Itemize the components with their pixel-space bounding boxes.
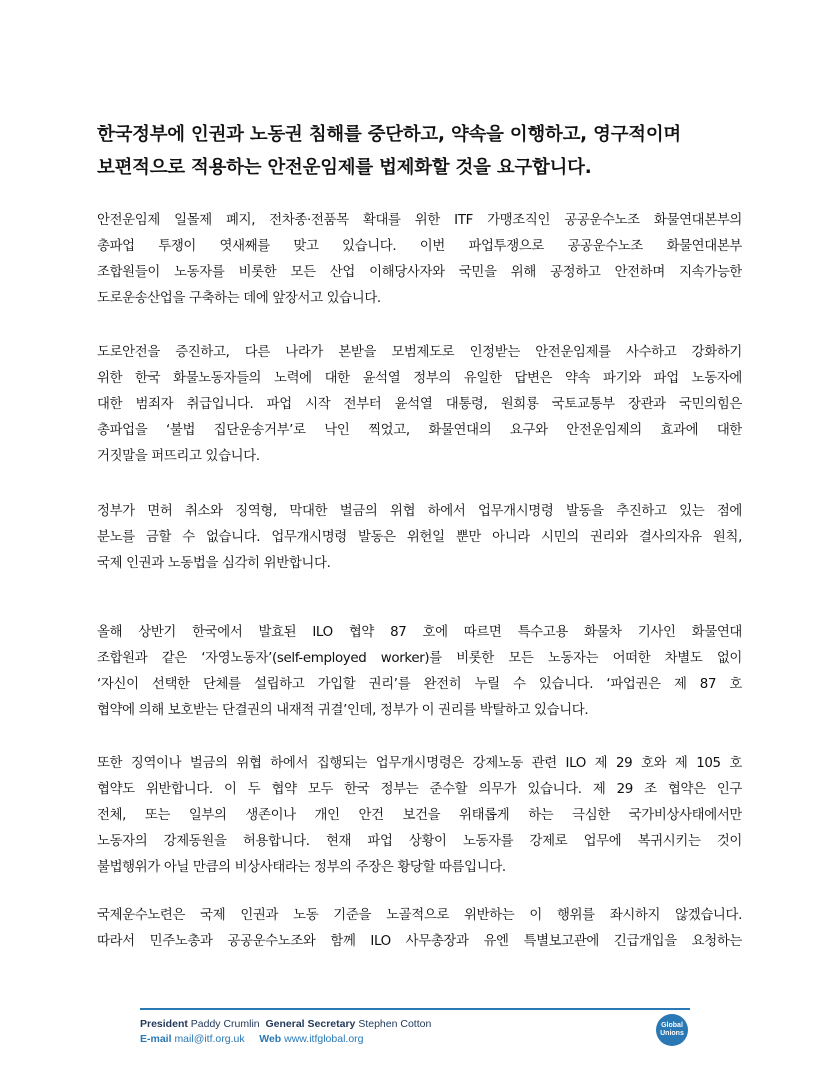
paragraph-line: 거짓말을 퍼뜨리고 있습니다.	[97, 449, 260, 464]
paragraph-line: 조합원들이 노동자를 비롯한 모든 산업 이해당사자와 국민을 위해 공정하고 안전하며 지속가능한	[97, 265, 742, 280]
paragraph-6	[97, 903, 742, 955]
title-line: 보편적으로 적용하는 안전운임제를 법제화할 것을 요구합니다.	[97, 157, 592, 178]
web-link[interactable]: www.itfglobal.org	[284, 1033, 364, 1045]
email-link[interactable]: mail@itf.org.uk	[174, 1033, 245, 1045]
paragraph-5	[97, 751, 742, 881]
footer-officers	[140, 1018, 431, 1030]
paragraph-3	[97, 499, 742, 577]
paragraph-line: 노동자의 강제동원을 허용합니다. 현재 파업 상황이 노동자를 강제로 업무에 복귀시키는 것이	[97, 834, 742, 849]
logo-text-line: Global	[661, 1022, 683, 1029]
footer-divider	[140, 1008, 690, 1010]
paragraph-line: 분노를 금할 수 없습니다. 업무개시명령 발동은 위헌일 뿐만 아니라 시민의 권리와 결사의자유 원칙,	[97, 530, 742, 545]
paragraph-1	[97, 208, 742, 312]
paragraph-line: 협약에 의해 보호받는 단결권의 내재적 귀결’인데, 정부가 이 권리를 박탈하고 있습니다.	[97, 703, 589, 718]
paragraph-line: 대한 범죄자 취급입니다. 파업 시작 전부터 윤석열 대통령, 원희룡 국토교통부 장관과 국민의힘은	[97, 397, 742, 412]
paragraph-line: 올해 상반기 한국에서 발효된 ILO 협약 87 호에 따르면 특수고용 화물차 기사인 화물연대	[97, 625, 742, 640]
paragraph-line: ‘자신이 선택한 단체를 설립하고 가입할 권리’를 완전히 누릴 수 있습니다. ‘파업권은 제 87 호	[97, 677, 742, 692]
footer-contacts	[140, 1033, 364, 1045]
paragraph-line: 국제 인권과 노동법을 심각히 위반합니다.	[97, 556, 331, 571]
general-secretary-label: General Secretary	[265, 1018, 356, 1030]
paragraph-line: 총파업을 ‘불법 집단운송거부’로 낙인 찍었고, 화물연대의 요구와 안전운임제의 효과에 대한	[97, 423, 742, 438]
paragraph-line: 안전운임제 일몰제 폐지, 전차종·전품목 확대를 위한 ITF 가맹조직인 공공운수노조 화물연대본부의	[97, 213, 742, 228]
president-name: Paddy Crumlin	[190, 1018, 260, 1030]
president-label: President	[140, 1018, 188, 1030]
paragraph-line: 또한 징역이나 벌금의 위협 하에서 집행되는 업무개시명령은 강제노동 관련 ILO 제 29 호와 제 105 호	[97, 756, 742, 771]
global-unions-logo	[656, 1014, 688, 1046]
paragraph-line: 불법행위가 아닐 만큼의 비상사태라는 정부의 주장은 황당할 따름입니다.	[97, 860, 506, 875]
paragraph-line: 전체, 또는 일부의 생존이나 개인 안건 보건을 위태롭게 하는 극심한 국가비상사태에서만	[97, 808, 742, 823]
email-label: E-mail	[140, 1033, 172, 1045]
paragraph-line: 국제운수노련은 국제 인권과 노동 기준을 노골적으로 위반하는 이 행위를 좌시하지 않겠습니다.	[97, 908, 742, 923]
paragraph-4	[97, 620, 742, 724]
logo-text-line: Unions	[660, 1030, 684, 1037]
paragraph-line: 총파업 투쟁이 엿새째를 맞고 있습니다. 이번 파업투쟁으로 공공운수노조 화물연대본부	[97, 239, 742, 254]
paragraph-line: 정부가 면허 취소와 징역형, 막대한 벌금의 위협 하에서 업무개시명령 발동을 추진하고 있는 점에	[97, 504, 742, 519]
paragraph-line: 협약도 위반합니다. 이 두 협약 모두 한국 정부는 준수할 의무가 있습니다. 제 29 조 협약은 인구	[97, 782, 742, 797]
document-title	[97, 118, 742, 184]
paragraph-line: 조합원과 같은 ‘자영노동자’(self-employed worker)를 비롯한 모든 노동자는 어떠한 차별도 없이	[97, 651, 742, 666]
paragraph-line: 도로운송산업을 구축하는 데에 앞장서고 있습니다.	[97, 291, 381, 306]
paragraph-line: 따라서 민주노총과 공공운수노조와 함께 ILO 사무총장과 유엔 특별보고관에 긴급개입을 요청하는	[97, 934, 742, 949]
paragraph-line: 위한 한국 화물노동자들의 노력에 대한 윤석열 정부의 유일한 답변은 약속 파기와 파업 노동자에	[97, 371, 742, 386]
paragraph-2	[97, 340, 742, 470]
title-line: 한국정부에 인권과 노동권 침해를 중단하고, 약속을 이행하고, 영구적이며	[97, 124, 681, 145]
web-label: Web	[259, 1033, 282, 1045]
general-secretary-name: Stephen Cotton	[358, 1018, 432, 1030]
paragraph-line: 도로안전을 증진하고, 다른 나라가 본받을 모범제도로 인정받는 안전운임제를 사수하고 강화하기	[97, 345, 742, 360]
